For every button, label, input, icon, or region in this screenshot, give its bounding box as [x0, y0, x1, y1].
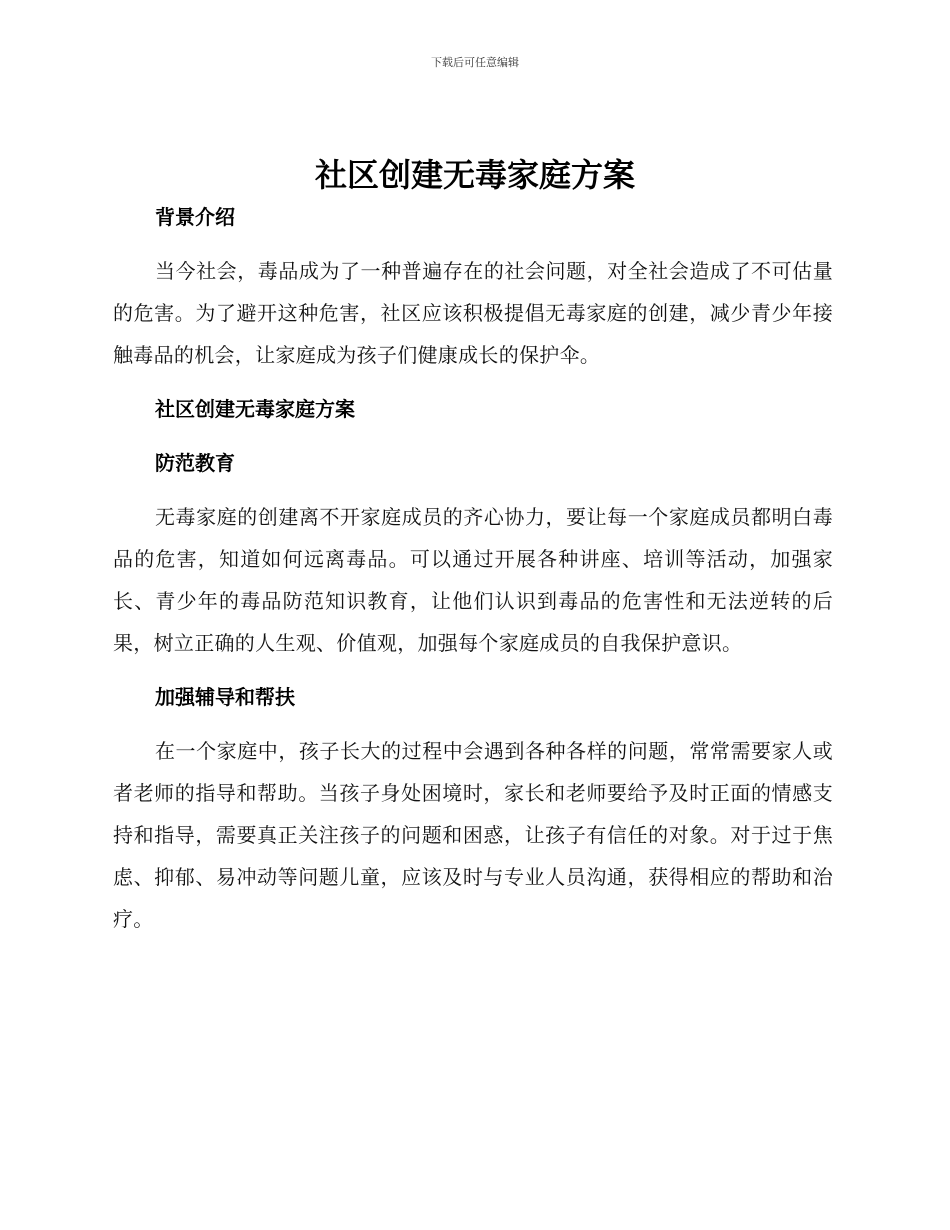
document-title: 社区创建无毒家庭方案 — [314, 156, 635, 194]
section-heading-prevention-education: 防范教育 — [155, 451, 235, 475]
section-heading-plan: 社区创建无毒家庭方案 — [155, 397, 355, 421]
paragraph-prevention-education: 无毒家庭的创建离不开家庭成员的齐心协力，要让每一个家庭成员都明白毒品的危害，知道如何远离毒品。可以通过开展各种讲座、培训等活动，加强家长、青少年的毒品防范知识教育，让他们认识到毒品的危害性和无法逆转的后果，树立正确的人生观、价值观，加强每个家庭成员的自我保护意识。 — [113, 505, 833, 655]
header-note: 下载后可任意编辑 — [431, 56, 519, 69]
section-heading-background: 背景介绍 — [155, 205, 235, 229]
section-heading-guidance-support: 加强辅导和帮扶 — [155, 685, 295, 709]
paragraph-guidance-support: 在一个家庭中，孩子长大的过程中会遇到各种各样的问题，常常需要家人或者老师的指导和帮助。当孩子身处困境时，家长和老师要给予及时正面的情感支持和指导，需要真正关注孩子的问题和困惑，让孩子有信任的对象。对于过于焦虑、抑郁、易冲动等问题儿童，应该及时与专业人员沟通，获得相应的帮助和治疗。 — [113, 739, 833, 931]
paragraph-background: 当今社会，毒品成为了一种普遍存在的社会问题，对全社会造成了不可估量的危害。为了避开这种危害，社区应该积极提倡无毒家庭的创建，减少青少年接触毒品的机会，让家庭成为孩子们健康成长的保护伞。 — [113, 259, 833, 367]
document-body — [113, 196, 833, 952]
